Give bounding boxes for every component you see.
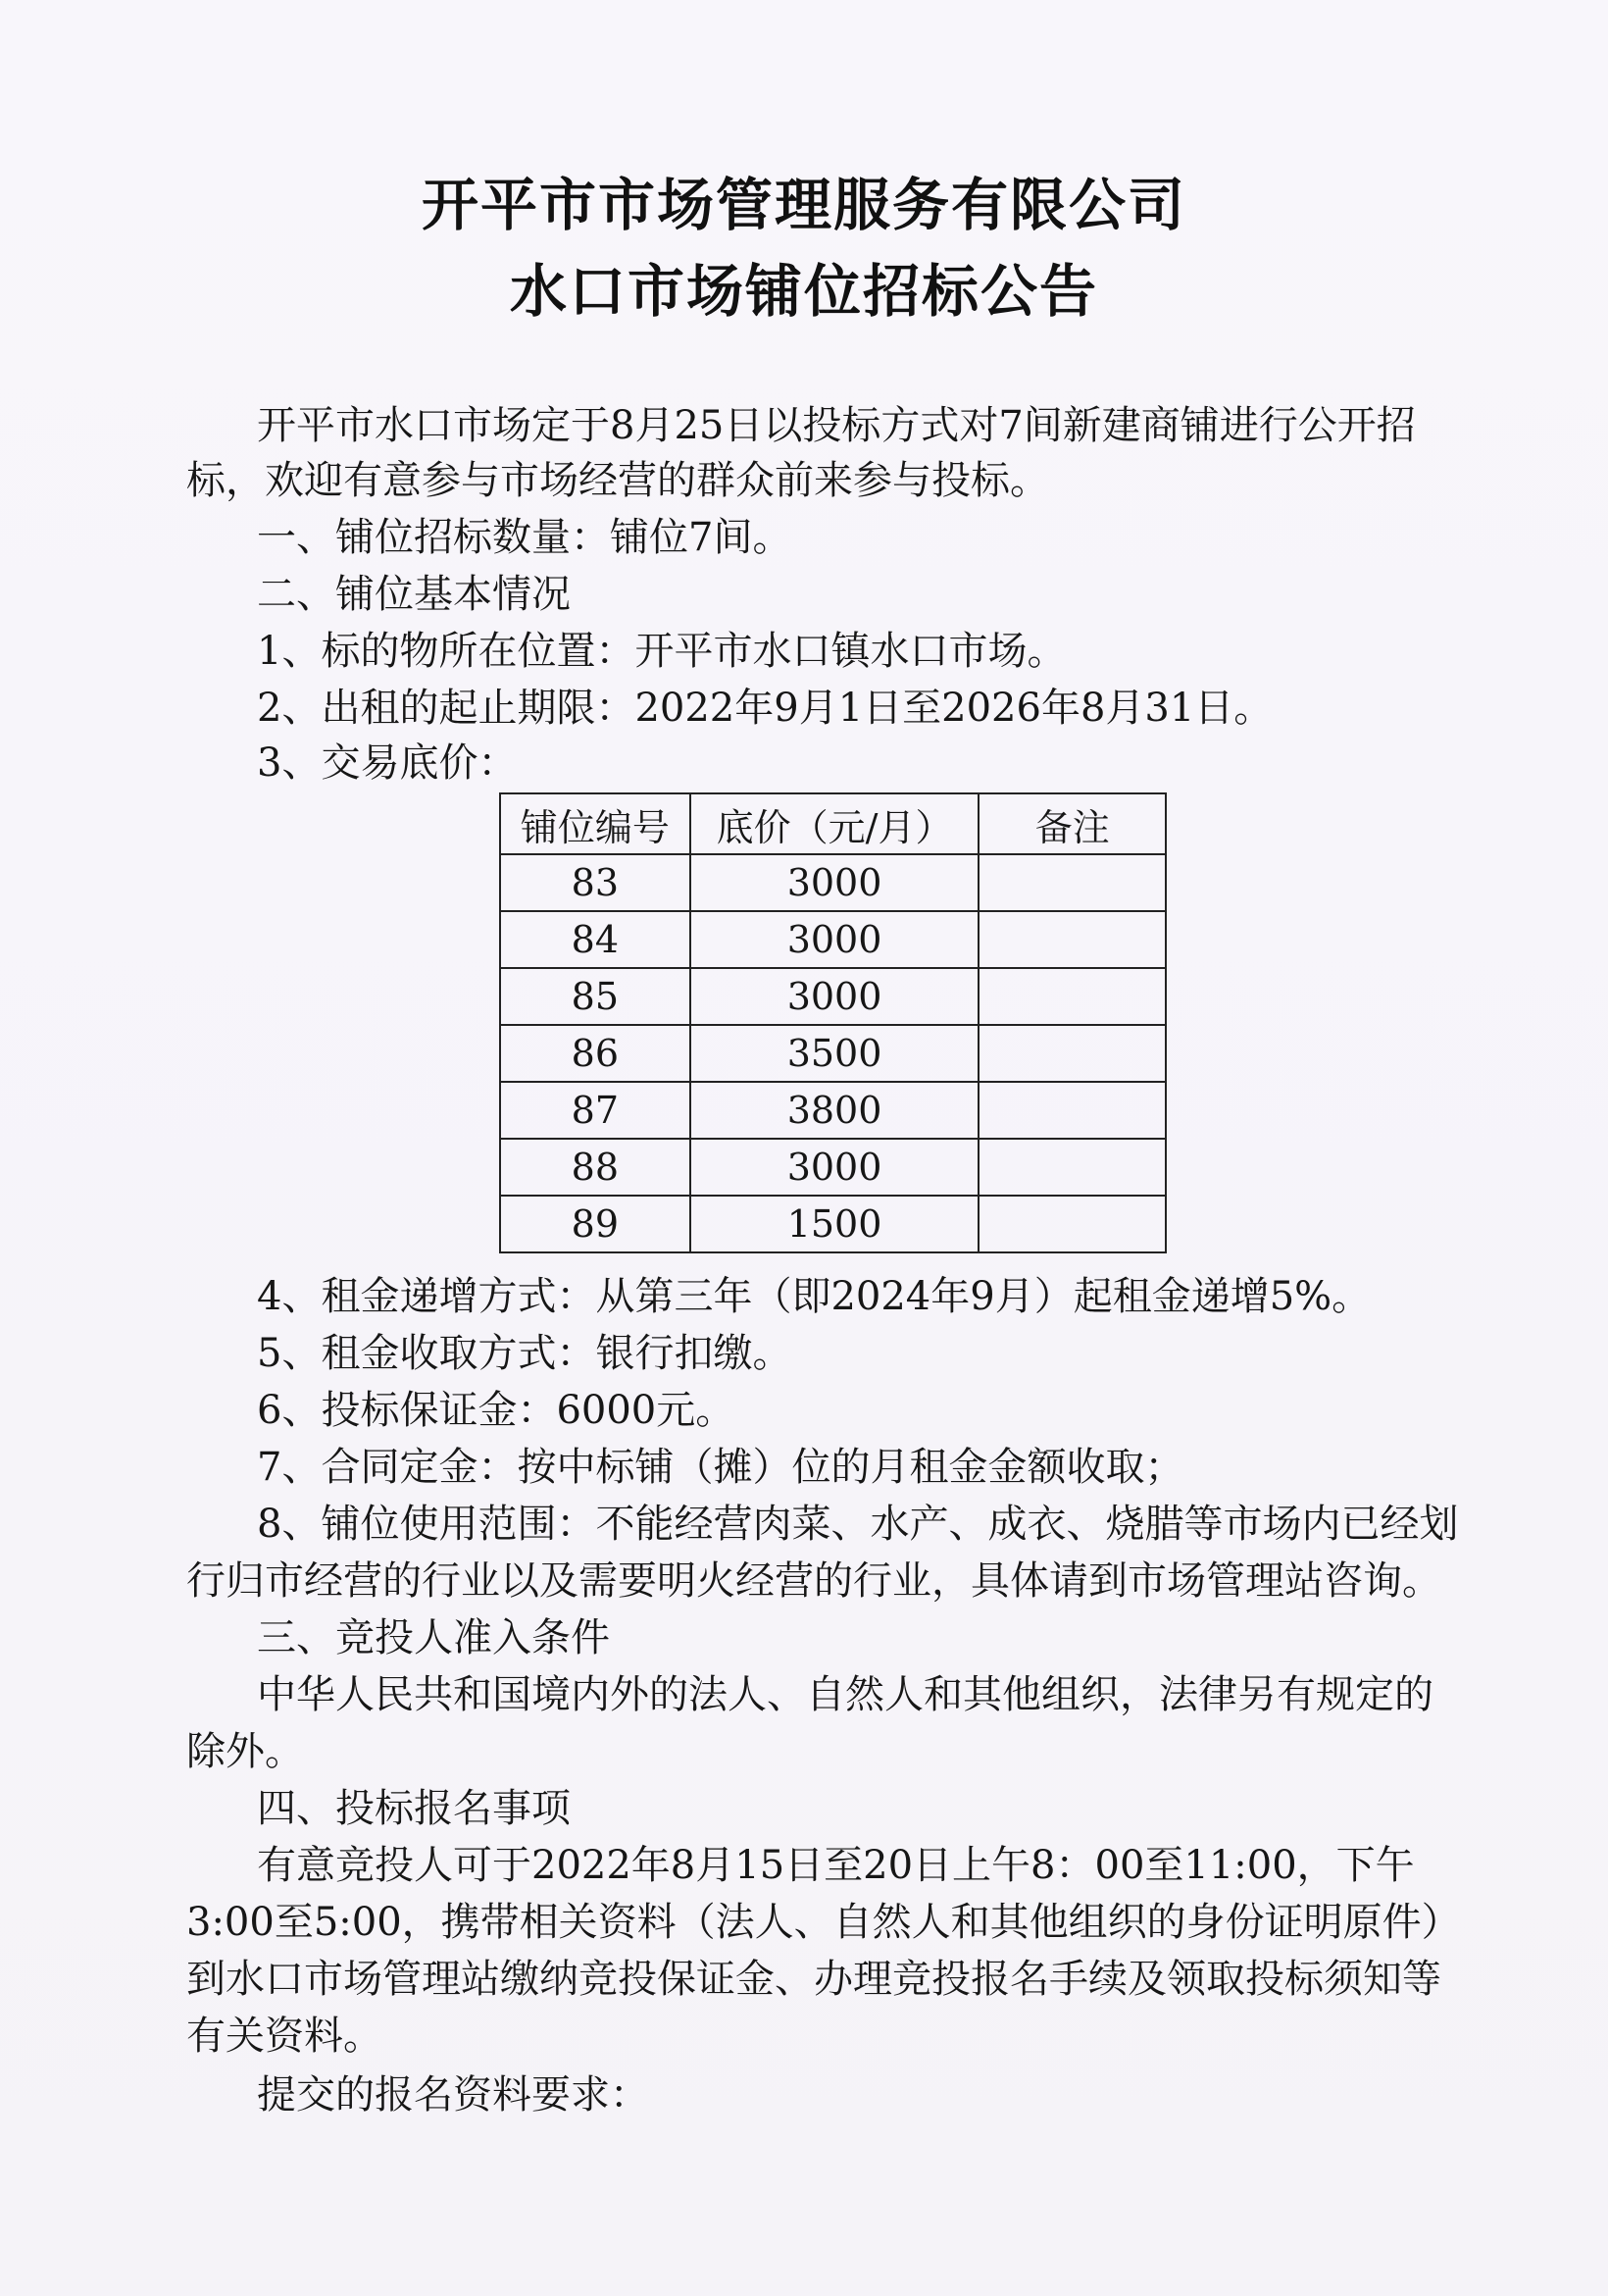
item-1-location: 1、标的物所在位置：开平市水口镇水口市场。 bbox=[257, 629, 1067, 674]
table-row bbox=[500, 1025, 1166, 1082]
price-cell: 3500 bbox=[690, 1025, 980, 1082]
price-cell: 3800 bbox=[690, 1082, 980, 1139]
stall-no-cell: 88 bbox=[500, 1139, 690, 1196]
notice-title: 水口市场铺位招标公告 bbox=[509, 258, 1098, 325]
table-header-row bbox=[500, 793, 1166, 854]
note-cell bbox=[979, 1082, 1166, 1139]
column-header-stall-no: 铺位编号 bbox=[500, 793, 690, 854]
note-cell bbox=[979, 1025, 1166, 1082]
table-row bbox=[500, 1196, 1166, 1252]
note-cell bbox=[979, 854, 1166, 911]
company-title: 开平市市场管理服务有限公司 bbox=[421, 172, 1186, 238]
table-row bbox=[500, 911, 1166, 968]
intro-line-2: 标，欢迎有意参与市场经营的群众前来参与投标。 bbox=[186, 458, 1049, 503]
section-4-line-3: 到水口市场管理站缴纳竞投保证金、办理竞投报名手续及领取投标须知等 bbox=[186, 1957, 1441, 2002]
stall-no-cell: 84 bbox=[500, 911, 690, 968]
section-3-line-1: 中华人民共和国境内外的法人、自然人和其他组织，法律另有规定的 bbox=[257, 1672, 1433, 1717]
item-5-rent-collection: 5、租金收取方式：银行扣缴。 bbox=[257, 1331, 792, 1376]
price-cell: 3000 bbox=[690, 1139, 980, 1196]
section-3-heading: 三、竞投人准入条件 bbox=[257, 1615, 610, 1660]
price-cell: 3000 bbox=[690, 911, 980, 968]
note-cell bbox=[979, 911, 1166, 968]
section-4-heading: 四、投标报名事项 bbox=[257, 1786, 571, 1831]
intro-line-1: 开平市水口市场定于8月25日以投标方式对7间新建商铺进行公开招 bbox=[257, 403, 1416, 448]
note-cell bbox=[979, 1139, 1166, 1196]
table-row bbox=[500, 1082, 1166, 1139]
stall-no-cell: 89 bbox=[500, 1196, 690, 1252]
section-4-line-2: 3:00至5:00，携带相关资料（法人、自然人和其他组织的身份证明原件） bbox=[186, 1900, 1461, 1945]
section-4-line-4: 有关资料。 bbox=[186, 2014, 382, 2059]
item-4-rent-increase: 4、租金递增方式：从第三年（即2024年9月）起租金递增5%。 bbox=[257, 1274, 1372, 1319]
table-row bbox=[500, 854, 1166, 911]
stall-no-cell: 87 bbox=[500, 1082, 690, 1139]
price-cell: 3000 bbox=[690, 854, 980, 911]
stall-no-cell: 85 bbox=[500, 968, 690, 1025]
table-row bbox=[500, 968, 1166, 1025]
note-cell bbox=[979, 968, 1166, 1025]
section-2-heading: 二、铺位基本情况 bbox=[257, 572, 571, 617]
item-3-base-price: 3、交易底价： bbox=[257, 740, 518, 786]
stall-no-cell: 86 bbox=[500, 1025, 690, 1082]
section-3-line-2: 除外。 bbox=[186, 1729, 304, 1774]
item-8-usage-line-2: 行归市经营的行业以及需要明火经营的行业，具体请到市场管理站咨询。 bbox=[186, 1558, 1441, 1604]
price-cell: 3000 bbox=[690, 968, 980, 1025]
price-table bbox=[499, 792, 1167, 1253]
item-7-contract-deposit: 7、合同定金：按中标铺（摊）位的月租金金额收取； bbox=[257, 1445, 1184, 1490]
price-cell: 1500 bbox=[690, 1196, 980, 1252]
column-header-base-price: 底价（元/月） bbox=[690, 793, 980, 854]
section-4-line-5: 提交的报名资料要求： bbox=[257, 2072, 649, 2117]
item-2-term: 2、出租的起止期限：2022年9月1日至2026年8月31日。 bbox=[257, 686, 1274, 731]
column-header-remarks: 备注 bbox=[979, 793, 1166, 854]
item-8-usage-line-1: 8、铺位使用范围：不能经营肉菜、水产、成衣、烧腊等市场内已经划 bbox=[257, 1502, 1459, 1547]
note-cell bbox=[979, 1196, 1166, 1252]
stall-no-cell: 83 bbox=[500, 854, 690, 911]
table-row bbox=[500, 1139, 1166, 1196]
item-6-bid-deposit: 6、投标保证金：6000元。 bbox=[257, 1388, 735, 1433]
section-1-heading: 一、铺位招标数量：铺位7间。 bbox=[257, 515, 792, 560]
section-4-line-1: 有意竞投人可于2022年8月15日至20日上午8：00至11:00，下午 bbox=[257, 1843, 1415, 1888]
